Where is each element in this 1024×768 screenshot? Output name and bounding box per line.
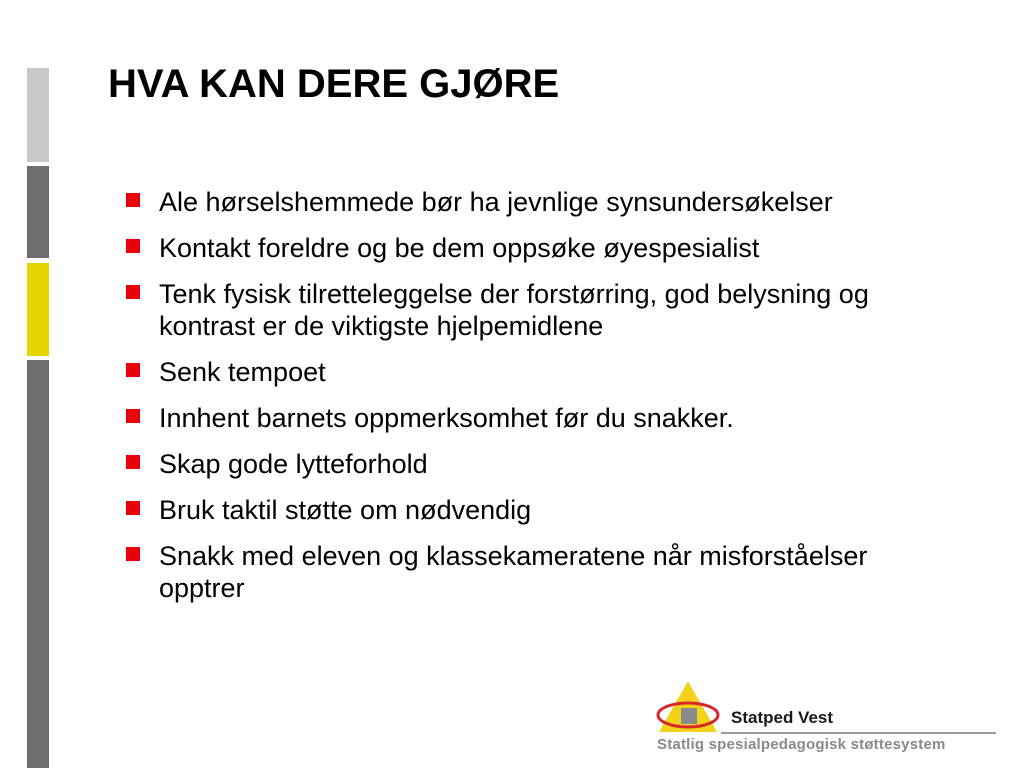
slide-title: HVA KAN DERE GJØRE (108, 62, 560, 106)
bullet-text: Kontakt foreldre og be dem oppsøke øyespesialist (159, 233, 760, 263)
sidebar-block-dark-gray (27, 166, 49, 258)
square-bullet-icon (126, 455, 140, 469)
square-bullet-icon (126, 501, 140, 515)
square-bullet-icon (126, 239, 140, 253)
bullet-text: Tenk fysisk tilretteleggelse der forstørring, god belysning og kontrast er de viktigste hjelpemidlene (159, 279, 869, 341)
bullet-item (126, 232, 946, 264)
statped-logo (655, 678, 1000, 758)
bullet-text: Bruk taktil støtte om nødvendig (159, 495, 532, 525)
bullet-item (126, 494, 946, 526)
bullet-item (126, 402, 946, 434)
emblem-square (681, 708, 697, 724)
bullet-item (126, 356, 946, 388)
bullet-item (126, 186, 946, 218)
bullet-text: Ale hørselshemmede bør ha jevnlige synsundersøkelser (159, 187, 833, 217)
square-bullet-icon (126, 409, 140, 423)
sidebar-block-light-gray (27, 68, 49, 162)
square-bullet-icon (126, 547, 140, 561)
bullet-item (126, 278, 946, 342)
logo-tagline: Statlig spesialpedagogisk støttesystem (657, 736, 946, 753)
bullet-text: Senk tempoet (159, 357, 326, 387)
square-bullet-icon (126, 285, 140, 299)
sidebar-block-yellow (27, 263, 49, 356)
bullet-text: Snakk med eleven og klassekameratene når misforståelser opptrer (159, 541, 868, 603)
bullet-text: Innhent barnets oppmerksomhet før du snakker. (159, 403, 734, 433)
bullet-text: Skap gode lytteforhold (159, 449, 428, 479)
bullet-item (126, 540, 946, 604)
bullet-item (126, 448, 946, 480)
square-bullet-icon (126, 363, 140, 377)
sidebar-block-dark-gray-bottom (27, 360, 49, 768)
bullet-list (126, 186, 946, 618)
statped-emblem-icon (655, 678, 725, 736)
logo-divider (721, 732, 996, 734)
square-bullet-icon (126, 193, 140, 207)
logo-name: Statped Vest (731, 708, 834, 727)
